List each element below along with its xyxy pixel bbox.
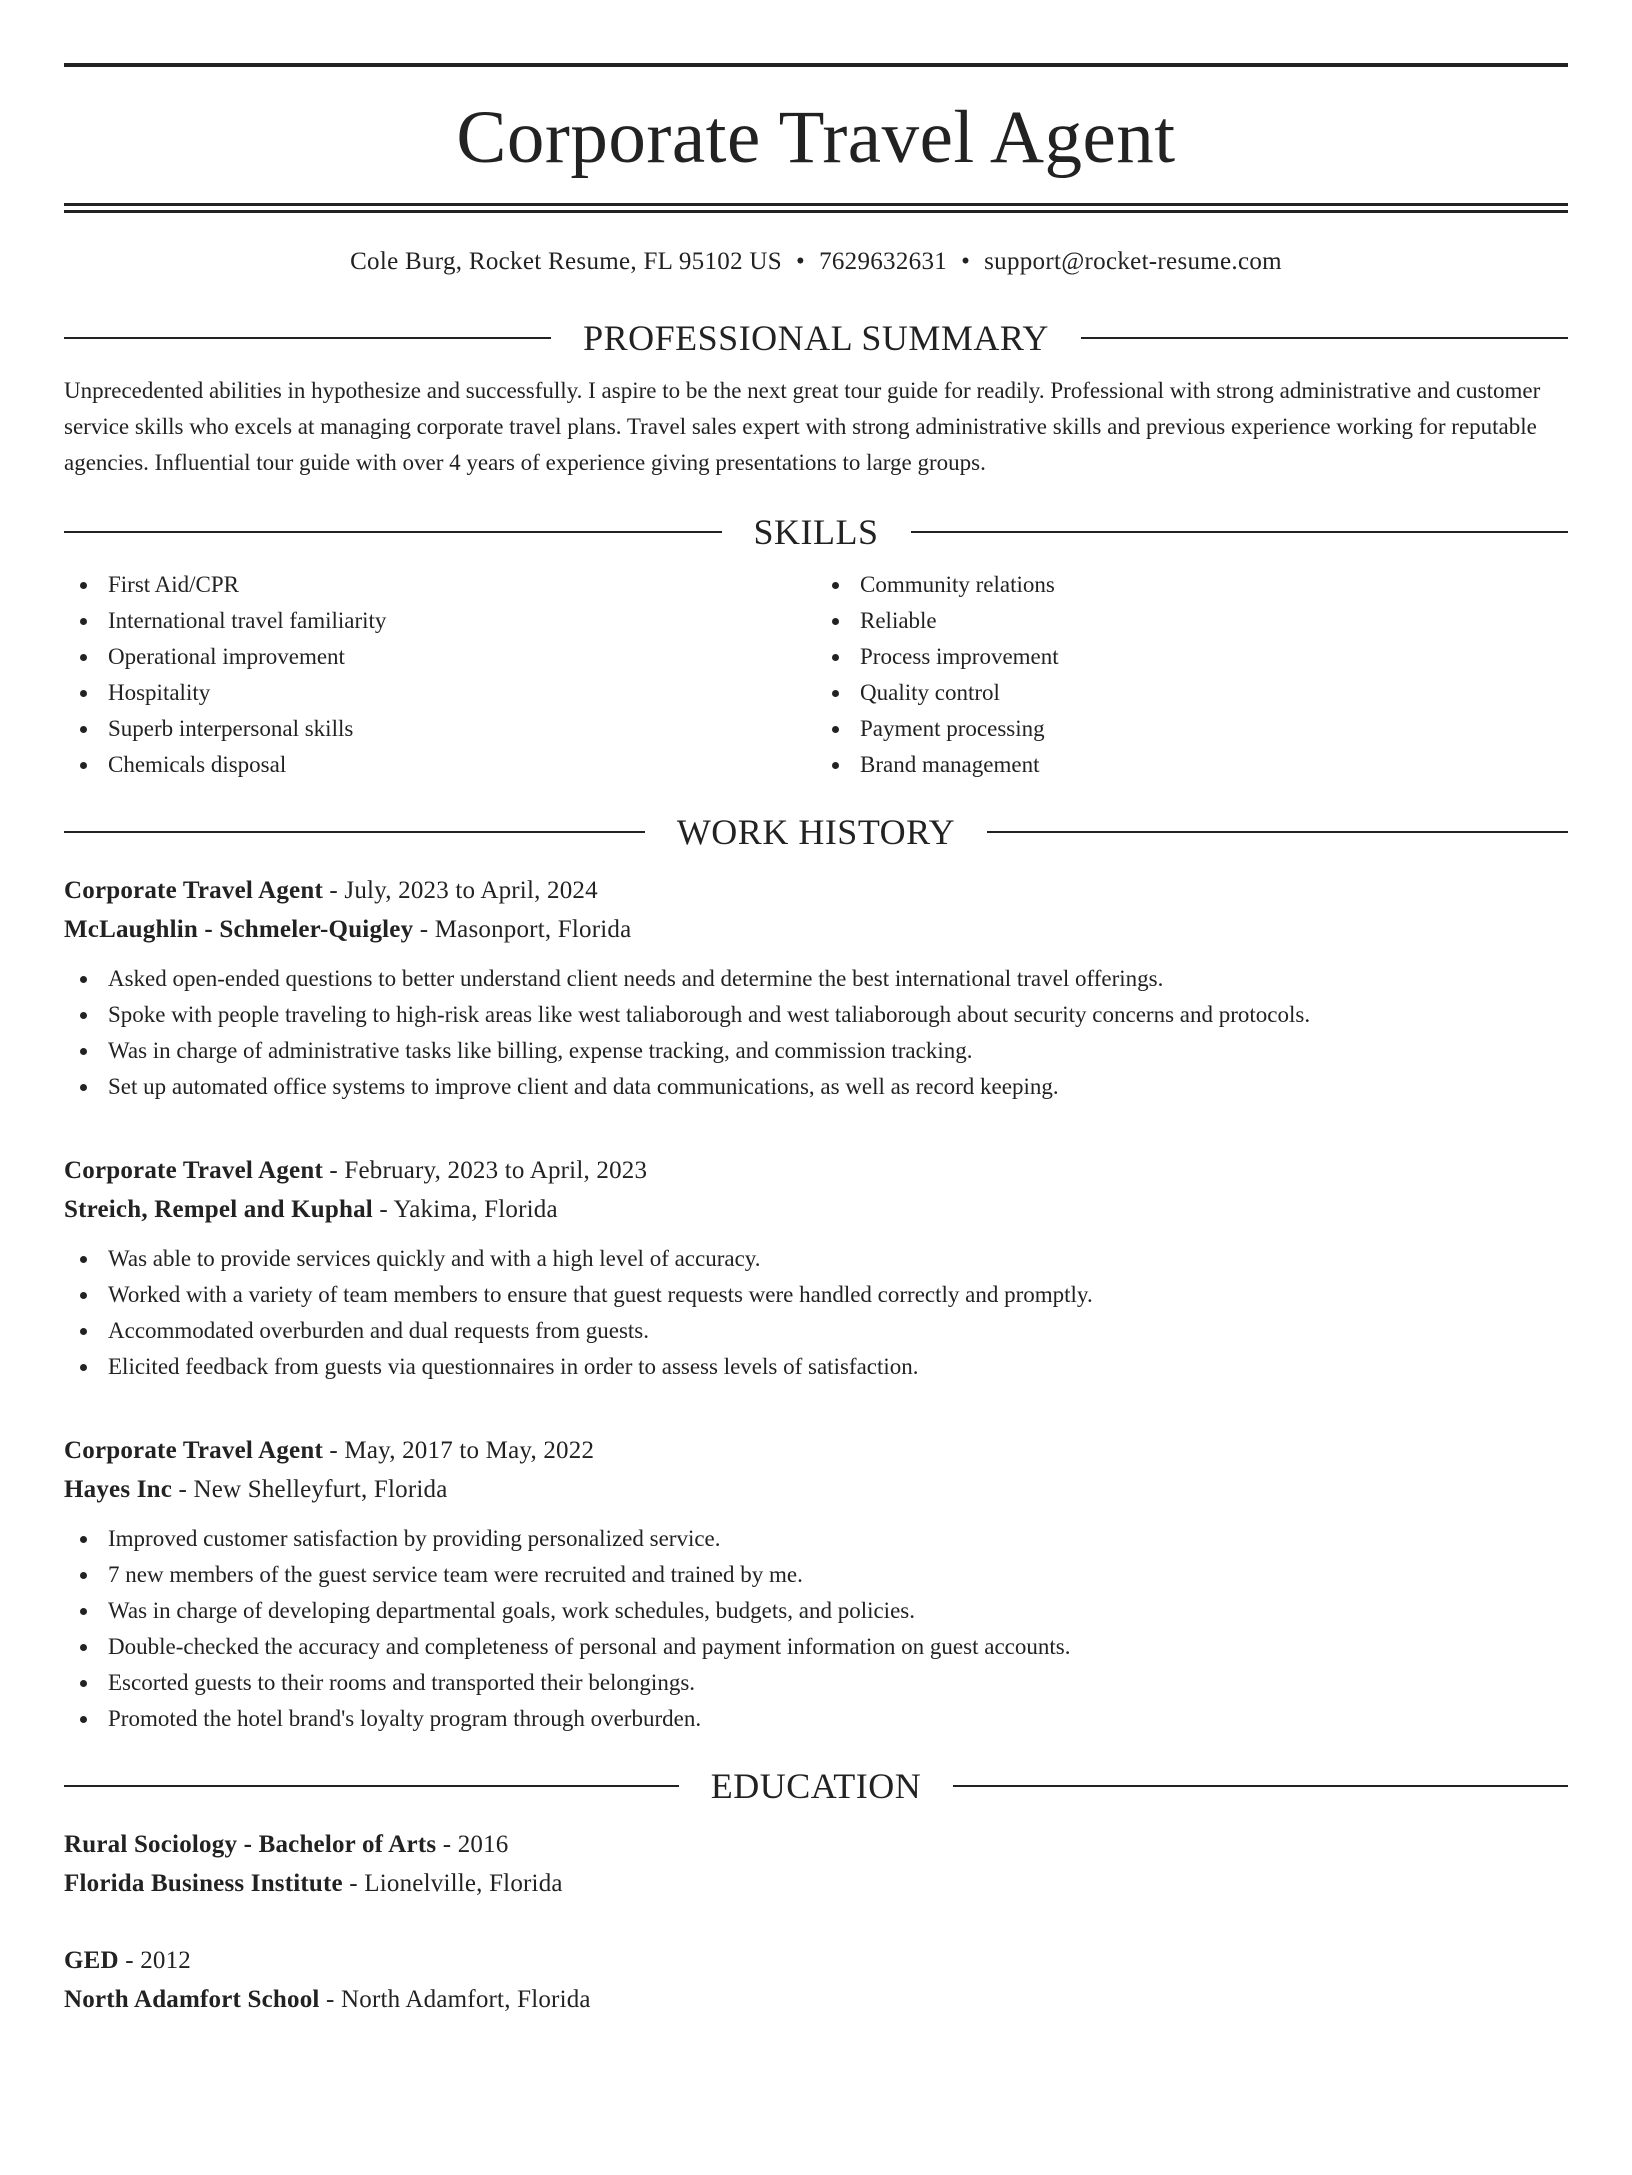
education-degree-line (64, 1825, 1568, 1864)
education-school-line (64, 1980, 1568, 2019)
job-bullet: Escorted guests to their rooms and transported their belongings. (64, 1665, 1568, 1701)
job-bullet: Improved customer satisfaction by providing personalized service. (64, 1521, 1568, 1557)
job-bullets (64, 1521, 1568, 1737)
contact-phone: 7629632631 (819, 248, 948, 275)
contact-separator: • (961, 248, 971, 275)
job-title: Corporate Travel Agent (64, 1437, 323, 1464)
heading-rule-right (987, 831, 1568, 833)
job-title-line (64, 1431, 1568, 1470)
skill-item: Brand management (816, 747, 1568, 783)
job-dates: - February, 2023 to April, 2023 (322, 1157, 648, 1184)
education-school: Florida Business Institute (64, 1870, 343, 1897)
job-company: Hayes Inc (64, 1476, 173, 1503)
education-degree-line (64, 1941, 1568, 1980)
job-bullet: Was able to provide services quickly and with a high level of accuracy. (64, 1241, 1568, 1277)
job-location: - Yakima, Florida (372, 1196, 558, 1223)
skill-item: Superb interpersonal skills (64, 711, 816, 747)
job-bullet: 7 new members of the guest service team were recruited and trained by me. (64, 1557, 1568, 1593)
skill-item: Quality control (816, 675, 1568, 711)
job-bullet: Promoted the hotel brand's loyalty program through overburden. (64, 1701, 1568, 1737)
job-company-line (64, 1470, 1568, 1509)
job-company-line (64, 1190, 1568, 1229)
heading-rule-right (1081, 337, 1568, 339)
skills-column-left (64, 567, 816, 783)
job-bullet: Elicited feedback from guests via questionnaires in order to assess levels of satisfaction. (64, 1349, 1568, 1385)
job-bullet: Spoke with people traveling to high-risk areas like west taliaborough and west taliaborough about security concerns and protocols. (64, 997, 1568, 1033)
skill-item: First Aid/CPR (64, 567, 816, 603)
job-bullet: Accommodated overburden and dual requests from guests. (64, 1313, 1568, 1349)
skill-item: Chemicals disposal (64, 747, 816, 783)
section-heading-summary (64, 315, 1568, 361)
contact-email: support@rocket-resume.com (984, 248, 1282, 275)
job-location: - Masonport, Florida (413, 916, 632, 943)
section-heading-label: WORK HISTORY (676, 812, 956, 852)
job-bullets (64, 1241, 1568, 1385)
education-school-line (64, 1864, 1568, 1903)
job-entry (64, 1151, 1568, 1385)
heading-rule-left (64, 831, 645, 833)
heading-rule-left (64, 1785, 679, 1787)
education-year: - 2012 (118, 1947, 192, 1974)
job-entry (64, 1431, 1568, 1737)
resume-title: Corporate Travel Agent (456, 96, 1176, 179)
job-company: McLaughlin - Schmeler-Quigley (64, 916, 414, 943)
skill-item: Operational improvement (64, 639, 816, 675)
job-company-line (64, 910, 1568, 949)
section-heading-label: PROFESSIONAL SUMMARY (583, 318, 1049, 358)
skill-item: Reliable (816, 603, 1568, 639)
skill-item: International travel familiarity (64, 603, 816, 639)
education-degree: GED (64, 1947, 119, 1974)
section-heading-skills (64, 509, 1568, 555)
job-entry (64, 871, 1568, 1105)
skills-list (64, 567, 1568, 783)
job-location: - New Shelleyfurt, Florida (172, 1476, 448, 1503)
skill-item: Payment processing (816, 711, 1568, 747)
job-bullet: Asked open-ended questions to better understand client needs and determine the best international travel offerings. (64, 961, 1568, 997)
heading-rule-right (911, 531, 1569, 533)
skill-item: Process improvement (816, 639, 1568, 675)
section-heading-education (64, 1763, 1568, 1809)
job-bullet: Set up automated office systems to improve client and data communications, as well as record keeping. (64, 1069, 1568, 1105)
title-double-rule (64, 203, 1568, 213)
education-degree: Rural Sociology - Bachelor of Arts (64, 1831, 437, 1858)
skill-item: Community relations (816, 567, 1568, 603)
skill-item: Hospitality (64, 675, 816, 711)
job-bullets (64, 961, 1568, 1105)
resume-page (0, 63, 1632, 2175)
heading-rule-right (953, 1785, 1568, 1787)
education-location: - Lionelville, Florida (342, 1870, 563, 1897)
job-company: Streich, Rempel and Kuphal (64, 1196, 373, 1223)
education-entry (64, 1941, 1568, 2019)
section-heading-label: EDUCATION (710, 1766, 922, 1806)
education-entry (64, 1825, 1568, 1903)
education-school: North Adamfort School (64, 1986, 320, 2013)
heading-rule-left (64, 531, 722, 533)
job-dates: - July, 2023 to April, 2024 (322, 877, 598, 904)
education-year: - 2016 (436, 1831, 509, 1858)
job-title-line (64, 1151, 1568, 1190)
job-title: Corporate Travel Agent (64, 877, 323, 904)
contact-separator: • (796, 248, 806, 275)
heading-rule-left (64, 337, 551, 339)
section-heading-work-history (64, 809, 1568, 855)
section-heading-label: SKILLS (753, 512, 879, 552)
summary-text: Unprecedented abilities in hypothesize and successfully. I aspire to be the next great tour guide for readily. Professional with strong administrative and customer service skills who excels at managing corporate travel plans. Travel sales expert with strong administrative skills and previous experience working for reputable agencies. Influential tour guide with over 4 years of experience giving presentations to large groups. (64, 378, 1541, 475)
job-title-line (64, 871, 1568, 910)
job-bullet: Worked with a variety of team members to ensure that guest requests were handled correctly and promptly. (64, 1277, 1568, 1313)
job-bullet: Was in charge of administrative tasks like billing, expense tracking, and commission tracking. (64, 1033, 1568, 1069)
education-location: - North Adamfort, Florida (319, 1986, 591, 2013)
contact-line (64, 245, 1568, 279)
contact-address: Cole Burg, Rocket Resume, FL 95102 US (350, 248, 782, 275)
job-bullet: Was in charge of developing departmental goals, work schedules, budgets, and policies. (64, 1593, 1568, 1629)
job-dates: - May, 2017 to May, 2022 (322, 1437, 595, 1464)
skills-column-right (816, 567, 1568, 783)
job-bullet: Double-checked the accuracy and completeness of personal and payment information on guest accounts. (64, 1629, 1568, 1665)
job-title: Corporate Travel Agent (64, 1157, 323, 1184)
